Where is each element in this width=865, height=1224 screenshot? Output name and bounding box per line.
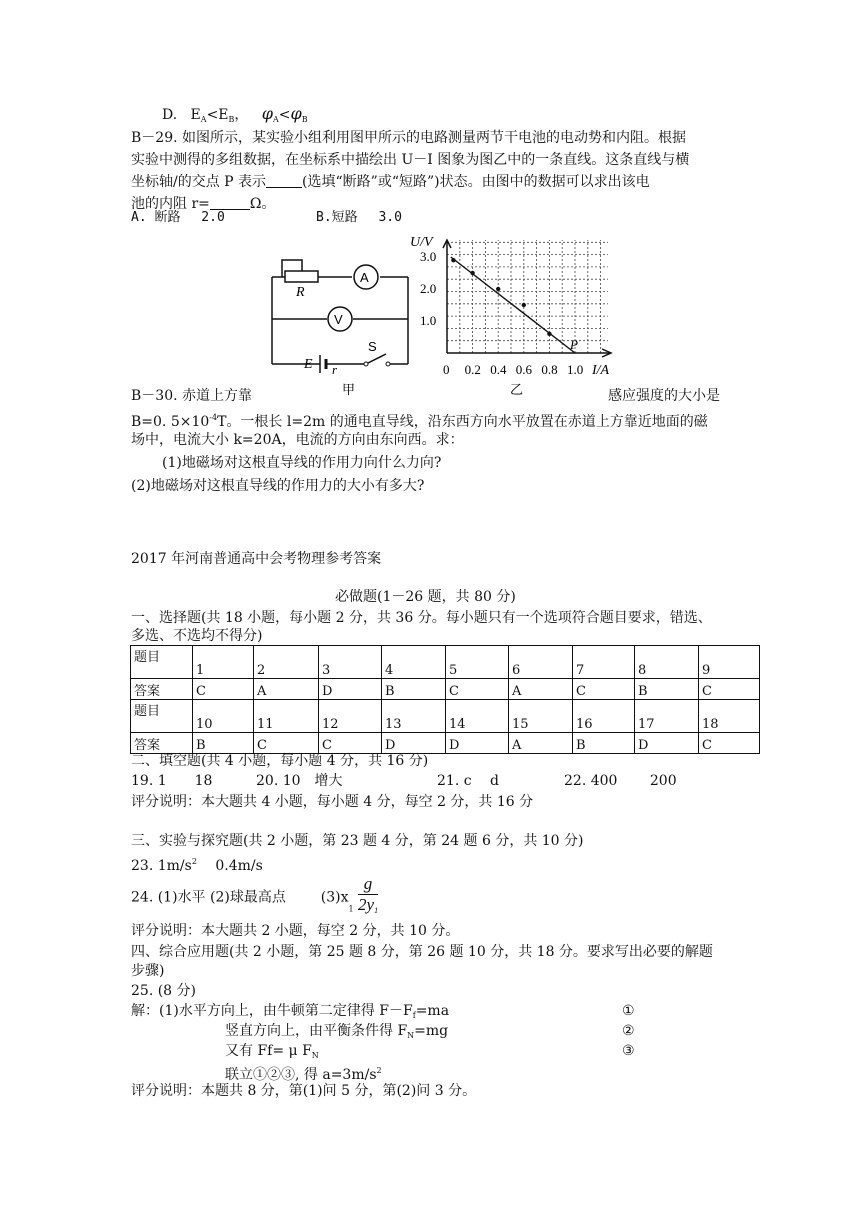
x-tick-label: 1.0 <box>567 362 584 377</box>
cell: 17 <box>635 700 699 733</box>
cell: 12 <box>319 700 382 733</box>
cell: D <box>635 733 699 754</box>
text: B=0. 5×10 <box>131 414 210 430</box>
row-label: 题目 <box>131 700 193 733</box>
field-b: E <box>218 107 229 123</box>
answers-title: 2017 年河南普通高中会考物理参考答案 <box>131 551 382 567</box>
cell: D <box>382 733 446 754</box>
text: 24. (1)水平 (2)球最高点 <box>131 889 286 906</box>
cell: 13 <box>382 700 446 733</box>
text: 竖直方向上，由平衡条件得 F <box>225 1023 408 1039</box>
cell: 3 <box>319 646 382 679</box>
text: Ω。 <box>249 196 276 212</box>
lt: < <box>206 107 219 123</box>
data-point <box>470 271 474 275</box>
cell: 7 <box>573 646 635 679</box>
voltmeter-label: V <box>334 312 343 327</box>
sub: N <box>407 1031 415 1040</box>
fill-19: 19. 1 18 <box>131 773 213 789</box>
cell: C <box>446 679 509 700</box>
b29-line2: 实验中测得的多组数据，在坐标系中描绘出 U－I 图象为图乙中的一条直线。这条直线与横 <box>131 152 690 168</box>
text: 池的内阻 r= <box>131 196 210 212</box>
b30-q1: (1)地磁场对这根直导线的作用力向什么力向? <box>162 455 442 471</box>
answer-blank[interactable] <box>266 173 302 188</box>
fill-note: 评分说明：本大题共 4 小题，每小题 4 分，每空 2 分，共 16 分 <box>131 794 534 810</box>
marker-2: ② <box>622 1023 635 1039</box>
note-25: 评分说明：本题共 8 分，第(1)问 5 分，第(2)问 3 分。 <box>131 1083 477 1099</box>
phi-b: φ <box>290 104 302 123</box>
cell: C <box>699 679 760 700</box>
option-b: B.短路 3.0 <box>316 210 402 225</box>
rheostat <box>285 271 318 282</box>
sec2-heading: 二、填空题(共 4 小题，每小题 4 分，共 16 分) <box>131 753 429 769</box>
sub: A <box>200 115 207 124</box>
b29-line3 <box>131 172 650 192</box>
text: (3)x <box>320 889 349 906</box>
ans-24 <box>131 874 378 921</box>
fill-21: 21. c d <box>437 773 499 789</box>
sec1-line2: 多选、不选均不得分) <box>131 628 263 644</box>
data-point <box>522 303 526 307</box>
x-tick-label: 0.8 <box>541 362 558 377</box>
option-d <box>162 104 308 130</box>
data-point <box>451 258 455 262</box>
data-point <box>496 287 500 291</box>
cell: B <box>573 733 635 754</box>
phi-a: φ <box>261 104 273 123</box>
y-tick-label: 3.0 <box>420 249 437 264</box>
y-tick-label: 1.0 <box>420 313 437 328</box>
text: 联立①②③, 得 a=3m/s <box>225 1067 377 1083</box>
ui-graph <box>410 232 620 400</box>
text: 0.4m/s <box>196 858 263 874</box>
sup: 2 <box>376 1066 382 1075</box>
cell: B <box>382 679 446 700</box>
b30-line2 <box>131 408 708 432</box>
text: 坐标轴/的交点 P 表示 <box>131 174 267 190</box>
circuit-diagram <box>262 252 422 397</box>
option-a: A. 断路 2.0 <box>131 210 225 225</box>
sec4-line1: 四、综合应用题(共 2 小题，第 25 题 8 分，第 26 题 10 分，共 18 分。要求写出必要的解题 <box>131 944 713 960</box>
denominator <box>358 895 378 921</box>
caption-jia: 甲 <box>342 383 356 397</box>
internal-r-label: r <box>332 362 338 377</box>
cell: 8 <box>635 646 699 679</box>
field-a: E <box>190 107 201 123</box>
table-row <box>131 700 760 733</box>
cell: 10 <box>193 700 254 733</box>
sub: A <box>272 115 279 124</box>
b30-line1-tail: 感应强度的大小是 <box>608 388 720 404</box>
answer-table <box>130 645 760 754</box>
x-tick-label: 0.4 <box>490 362 507 377</box>
y-tick-label: 2.0 <box>420 281 437 296</box>
cell: 1 <box>193 646 254 679</box>
cell: A <box>509 733 573 754</box>
x-tick-label: 0 <box>443 362 450 377</box>
resistor-label: R <box>296 285 305 300</box>
x-axis-label: I/A <box>592 363 610 378</box>
ans-23 <box>131 852 263 876</box>
text: 2y <box>358 895 375 914</box>
cell: A <box>254 679 319 700</box>
comma: ， <box>234 107 249 123</box>
cell: 5 <box>446 646 509 679</box>
point-p-label: P <box>570 337 578 352</box>
table-row <box>131 679 760 700</box>
cell: 4 <box>382 646 446 679</box>
cell: 9 <box>699 646 760 679</box>
marker-1: ① <box>622 1003 635 1019</box>
text: B－30. 赤道上方靠 <box>131 388 253 404</box>
cell: C <box>193 679 254 700</box>
fit-line <box>451 257 575 353</box>
cell: C <box>699 733 760 754</box>
sec1-line1: 一、选择题(共 18 小题，每小题 2 分，共 36 分。每小题只有一个选项符合题目要求，错选、 <box>131 610 712 626</box>
sub: N <box>311 1051 319 1060</box>
marker-3: ③ <box>622 1043 635 1059</box>
text: T。一根长 l=2m 的通电直导线，沿东西方向水平放置在赤道上方靠近地面的磁 <box>217 414 708 430</box>
row-label: 题目 <box>131 646 193 679</box>
b30-q2: (2)地磁场对这根直导线的作用力的大小有多大? <box>131 478 425 494</box>
note-24: 评分说明：本大题共 2 小题，每空 2 分，共 10 分。 <box>131 923 460 939</box>
cell: D <box>446 733 509 754</box>
text: =mg <box>414 1023 449 1039</box>
sub: 1 <box>374 906 379 915</box>
caption-yi: 乙 <box>510 383 524 398</box>
cell: 6 <box>509 646 573 679</box>
ammeter-label: A <box>360 270 369 285</box>
sub: f <box>412 1011 416 1020</box>
b29-line1: B－29. 如图所示，某实验小组利用图甲所示的电路测量两节干电池的电动势和内阻。根据 <box>131 130 687 146</box>
x-tick-label: 0.2 <box>464 362 481 377</box>
cell: C <box>254 733 319 754</box>
cell: 18 <box>699 700 760 733</box>
option-label: D. <box>162 107 178 123</box>
cell: 16 <box>573 700 635 733</box>
text: 又有 Ff= μ F <box>225 1043 312 1059</box>
numerator: g <box>358 874 378 895</box>
required-heading: 必做题(1－26 题，共 80 分) <box>335 589 516 605</box>
emf-label: E <box>304 357 313 372</box>
sec3-heading: 三、实验与探究题(共 2 小题，第 23 题 4 分，第 24 题 6 分，共 10 分) <box>131 833 584 849</box>
cell: C <box>319 733 382 754</box>
text: (选填“断路”或“短路”)状态。由图中的数据可以求出该电 <box>302 174 650 190</box>
switch-label: S <box>368 339 377 354</box>
sup: -4 <box>209 413 218 422</box>
y-axis-label: U/V <box>410 235 433 250</box>
x-tick-label: 0.6 <box>515 362 533 377</box>
cell: C <box>573 679 635 700</box>
text: 23. 1m/s <box>131 858 192 874</box>
text: =ma <box>415 1003 450 1019</box>
row-label: 答案 <box>131 679 193 700</box>
sub: 1 <box>348 904 354 914</box>
cell: B <box>193 733 254 754</box>
fill-22: 22. 400 200 <box>564 773 677 789</box>
cell: D <box>319 679 382 700</box>
lt: < <box>278 107 291 123</box>
b30-line1 <box>131 386 252 406</box>
fill-20: 20. 10 增大 <box>256 773 343 789</box>
fraction <box>358 874 378 921</box>
cell: 11 <box>254 700 319 733</box>
sub: B <box>301 115 308 124</box>
cell: 2 <box>254 646 319 679</box>
b30-line3: 场中，电流大小 k=20A，电流的方向由东向西。求： <box>131 432 464 448</box>
sup: 2 <box>191 857 197 866</box>
row-label: 答案 <box>131 733 193 754</box>
cell: B <box>635 679 699 700</box>
data-point <box>547 332 551 336</box>
sub: B <box>228 115 235 124</box>
cell: 15 <box>509 700 573 733</box>
q25-heading: 25. (8 分) <box>131 983 196 999</box>
cell: 14 <box>446 700 509 733</box>
text: 解：(1)水平方向上，由牛顿第二定律得 F－F <box>131 1003 413 1019</box>
sec4-line2: 步骤) <box>131 963 165 979</box>
table-row <box>131 646 760 679</box>
cell: A <box>509 679 573 700</box>
